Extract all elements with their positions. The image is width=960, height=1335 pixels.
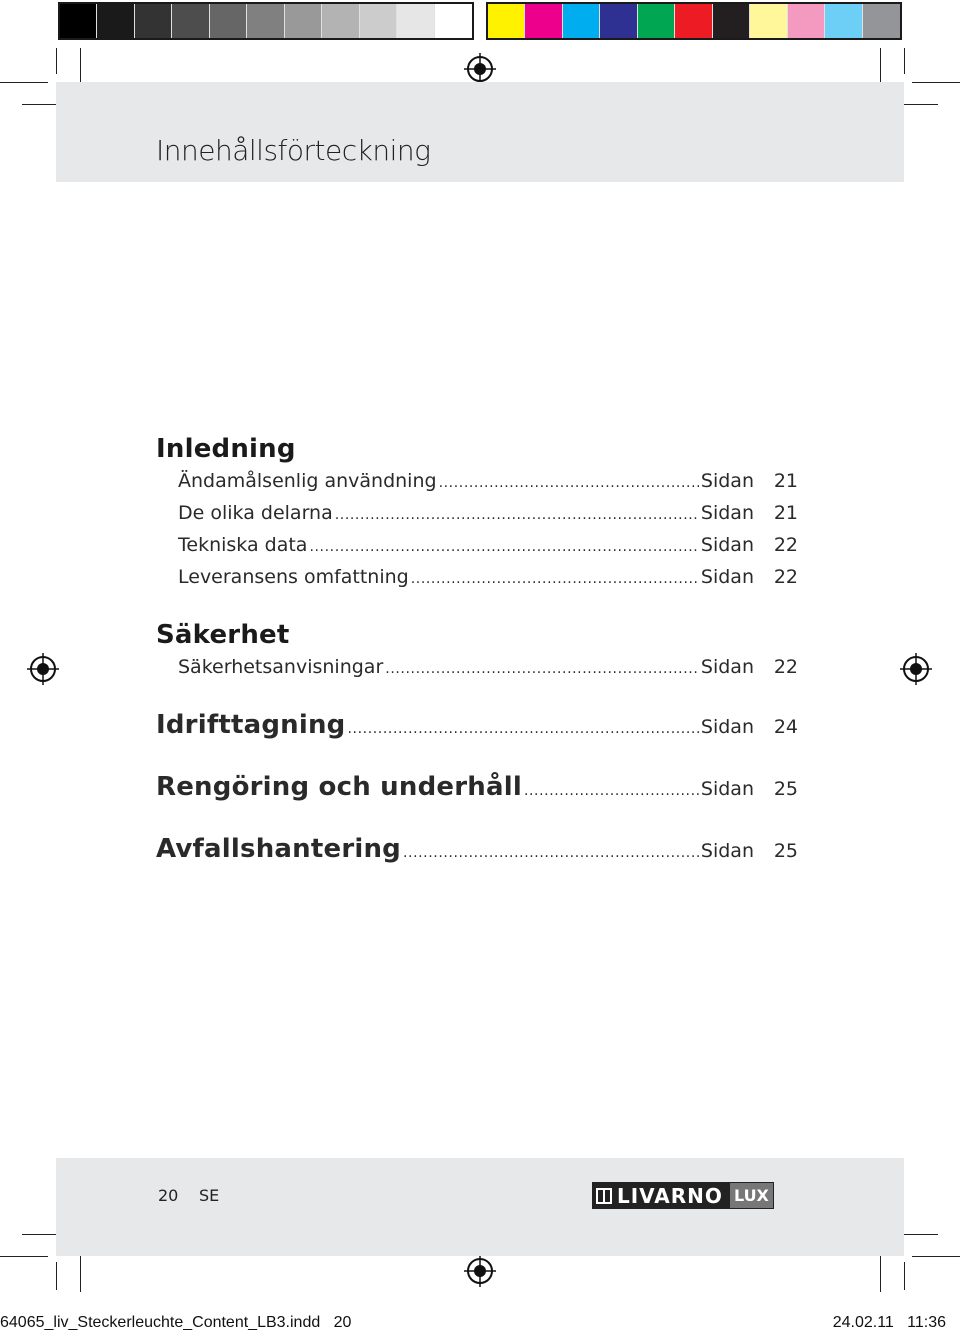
page-number: 20 bbox=[158, 1186, 179, 1205]
toc-entry-page: Sidan 22 bbox=[700, 566, 798, 588]
toc-entry-page: Sidan 21 bbox=[700, 502, 798, 524]
registration-mark-icon bbox=[463, 1254, 497, 1288]
gray-swatch bbox=[60, 4, 97, 38]
crop-mark bbox=[0, 82, 48, 83]
crop-mark bbox=[56, 1262, 57, 1290]
toc-entry-label: Ändamålsenlig användning bbox=[178, 470, 437, 492]
crop-mark bbox=[0, 1256, 48, 1257]
crop-mark bbox=[912, 1256, 960, 1257]
livarno-lux-logo bbox=[592, 1182, 774, 1209]
color-bar bbox=[486, 2, 902, 40]
toc-entry-label: Säkerhetsanvisningar bbox=[178, 656, 384, 678]
gray-swatch bbox=[435, 4, 472, 38]
color-swatch bbox=[675, 4, 712, 38]
color-swatch bbox=[788, 4, 825, 38]
slug-file-info: 64065_liv_Steckerleuchte_Content_LB3.indd 20 bbox=[0, 1314, 352, 1331]
crop-mark bbox=[912, 82, 960, 83]
toc-entry[interactable] bbox=[156, 652, 798, 684]
color-swatch bbox=[488, 4, 525, 38]
toc-entry-rengoring[interactable] bbox=[156, 772, 798, 806]
footer-band bbox=[56, 1158, 904, 1256]
logo-main bbox=[592, 1182, 729, 1209]
toc-section-heading: Säkerhet bbox=[156, 620, 290, 650]
leader-dots bbox=[335, 498, 699, 530]
toc-entry-label: De olika delarna bbox=[178, 502, 333, 524]
crop-mark bbox=[56, 48, 57, 74]
language-code: SE bbox=[199, 1186, 220, 1205]
toc-entry-avfallshantering[interactable] bbox=[156, 834, 798, 868]
toc-entry-page: Sidan 24 bbox=[700, 716, 798, 738]
gray-swatch bbox=[172, 4, 209, 38]
crop-mark bbox=[880, 1252, 881, 1292]
gray-swatch bbox=[97, 4, 134, 38]
page-title: Innehållsförteckning bbox=[156, 134, 431, 167]
leader-dots bbox=[309, 530, 698, 562]
toc-entry[interactable] bbox=[156, 562, 798, 594]
color-swatch bbox=[750, 4, 787, 38]
toc-entry-label: Avfallshantering bbox=[156, 834, 401, 864]
crop-mark bbox=[80, 1252, 81, 1292]
toc-entry-page: Sidan 21 bbox=[700, 470, 798, 492]
registration-mark-icon bbox=[899, 652, 933, 686]
color-swatch bbox=[600, 4, 637, 38]
color-swatch bbox=[713, 4, 750, 38]
color-swatch bbox=[863, 4, 900, 38]
color-swatch bbox=[563, 4, 600, 38]
leader-dots bbox=[439, 466, 699, 498]
toc-entry-label: Leveransens omfattning bbox=[178, 566, 409, 588]
toc-entry[interactable] bbox=[156, 530, 798, 562]
toc-section-heading: Inledning bbox=[156, 434, 296, 464]
logo-mark-icon bbox=[596, 1188, 612, 1204]
slug-datetime: 24.02.11 11:36 bbox=[832, 1314, 946, 1331]
gray-swatch bbox=[210, 4, 247, 38]
grayscale-bar bbox=[58, 2, 474, 40]
crop-mark bbox=[904, 1262, 905, 1290]
gray-swatch bbox=[360, 4, 397, 38]
leader-dots bbox=[348, 712, 699, 744]
color-swatch bbox=[638, 4, 675, 38]
gray-swatch bbox=[397, 4, 434, 38]
logo-main-text: LIVARNO bbox=[617, 1183, 723, 1208]
toc-entry-page: Sidan 25 bbox=[700, 840, 798, 862]
color-swatch bbox=[825, 4, 862, 38]
toc-section-inledning bbox=[156, 432, 798, 594]
toc-entry[interactable] bbox=[156, 498, 798, 530]
gray-swatch bbox=[322, 4, 359, 38]
color-swatch bbox=[525, 4, 562, 38]
leader-dots bbox=[385, 652, 699, 684]
gray-swatch bbox=[247, 4, 284, 38]
registration-mark-icon bbox=[26, 652, 60, 686]
leader-dots bbox=[403, 836, 699, 868]
leader-dots bbox=[411, 562, 699, 594]
crop-mark bbox=[904, 48, 905, 74]
registration-mark-icon bbox=[463, 52, 497, 86]
toc-entry-label: Tekniska data bbox=[178, 534, 308, 556]
toc-section-sakerhet bbox=[156, 618, 798, 684]
toc-entry-idrifttagning[interactable] bbox=[156, 710, 798, 744]
gray-swatch bbox=[135, 4, 172, 38]
toc-entry-label: Rengöring och underhåll bbox=[156, 772, 522, 802]
logo-sub: LUX bbox=[729, 1182, 774, 1209]
table-of-contents bbox=[156, 432, 798, 868]
crop-mark bbox=[898, 104, 938, 105]
header-band bbox=[56, 82, 904, 182]
toc-entry[interactable] bbox=[156, 466, 798, 498]
toc-entry-label: Idrifttagning bbox=[156, 710, 346, 740]
leader-dots bbox=[524, 774, 699, 806]
gray-swatch bbox=[285, 4, 322, 38]
toc-entry-page: Sidan 25 bbox=[700, 778, 798, 800]
toc-entry-page: Sidan 22 bbox=[700, 656, 798, 678]
crop-mark bbox=[898, 1234, 938, 1235]
toc-entry-page: Sidan 22 bbox=[700, 534, 798, 556]
